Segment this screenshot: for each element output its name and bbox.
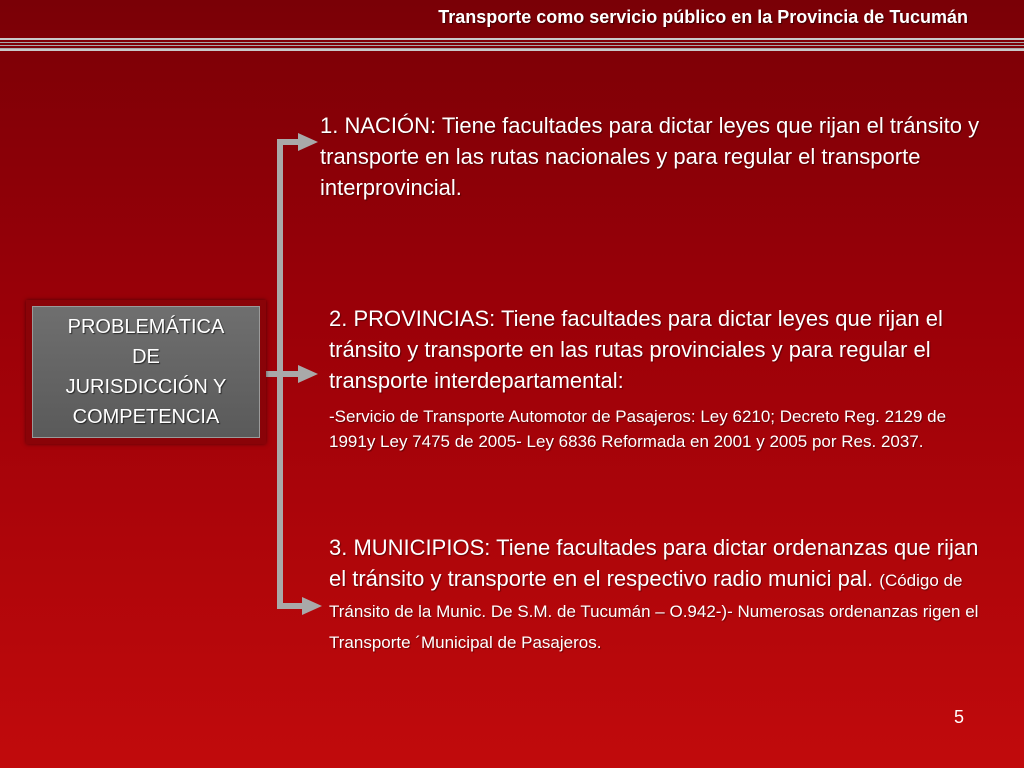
arrow-right-icon xyxy=(302,597,322,615)
item-municipios-detail: (Código de Tránsito de la Munic. De S.M. de Tucumán – O.942-)- Numerosas ordenanzas rigen el Transporte ´Municipal de Pasajeros. xyxy=(329,571,979,652)
topic-line: DE xyxy=(132,346,160,368)
item-municipios xyxy=(329,532,989,656)
page-number: 5 xyxy=(953,707,964,727)
arrow-right-icon xyxy=(298,133,318,151)
topic-box-label xyxy=(32,306,260,438)
item-provincias-detail: -Servicio de Transporte Automotor de Pasajeros: Ley 6210; Decreto Reg. 2129 de 1991y Ley 7475 de 2005- Ley 6836 Reformada en 2001 y 2005 por Res. 2037. xyxy=(329,407,947,451)
topic-line: JURISDICCIÓN Y xyxy=(65,376,227,398)
arrow-right-icon xyxy=(298,365,318,383)
item-provincias: 2. PROVINCIAS: Tiene facultades para dictar leyes que rijan el tránsito y transporte en las rutas provinciales y para regular el transporte interdepartamental: xyxy=(329,306,943,393)
topic-line: COMPETENCIA xyxy=(72,406,220,428)
item-municipios-text: 3. MUNICIPIOS: Tiene facultades para dictar ordenanzas que rijan el tránsito y transporte en el respectivo radio munici pal. xyxy=(329,535,979,591)
item-nacion: 1. NACIÓN: Tiene facultades para dictar leyes que rijan el tránsito y transporte en las rutas nacionales y para regular el transporte interprovincial. xyxy=(320,113,980,200)
topic-line: PROBLEMÁTICA xyxy=(67,316,225,338)
topic-box xyxy=(26,300,266,444)
slide-title: Transporte como servicio público en la Provincia de Tucumán xyxy=(438,7,968,27)
